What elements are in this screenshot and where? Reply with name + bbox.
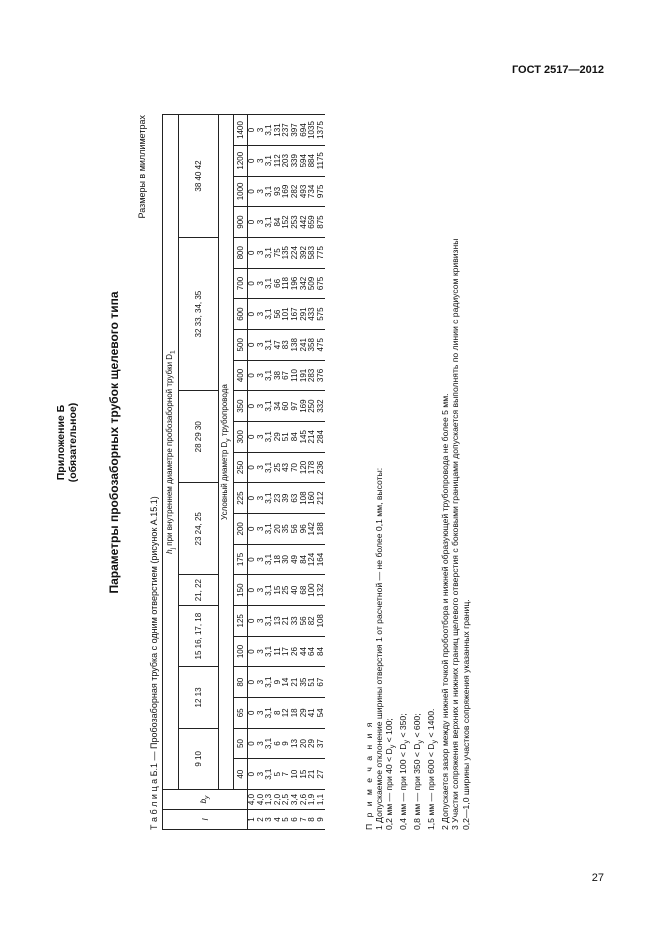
col-dn-125-values (248, 605, 326, 636)
table-cell: 0 (247, 311, 256, 317)
table-cell: 0 (247, 618, 256, 624)
table-cell: 0 (247, 373, 256, 378)
table-cell: 392 (298, 246, 308, 260)
col-dn-1400-values (248, 115, 326, 146)
table-cell: 376 (315, 368, 325, 383)
table-cell: 0 (247, 434, 256, 439)
table-cell: 39 (281, 493, 291, 503)
table-cell: 11 (272, 647, 282, 656)
table-cell: 67 (281, 370, 291, 380)
table-cell: 145 (298, 430, 308, 444)
table-cell: 0 (247, 495, 256, 501)
table-cell: 0 (247, 710, 256, 716)
table-cell: 14 (281, 677, 291, 687)
table-cell: 3,1 (264, 676, 274, 688)
note-1-tol-4: 1,5 мм — при $600 < D_у < 1400$. (426, 708, 439, 830)
table-cell: 108 (298, 491, 308, 505)
dn-250: 250 (234, 452, 248, 483)
table-cell: 2,0 (272, 793, 282, 806)
table-cell: 3 (255, 557, 265, 562)
col-dn-800-values (248, 237, 326, 268)
table-cell: 4 (272, 817, 282, 822)
table-cell: 214 (307, 430, 317, 444)
table-cell: 108 (315, 614, 325, 628)
table-cell: 40 (289, 585, 299, 595)
table-cell: 135 (281, 246, 291, 260)
table-cell: 101 (281, 307, 291, 321)
table-cell: 21 (307, 769, 317, 779)
table-cell: 0 (247, 158, 256, 163)
dn-175: 175 (234, 544, 248, 575)
table-cell: 0 (247, 127, 256, 133)
table-cell: 3 (255, 649, 265, 654)
table-cell: 1375 (315, 121, 325, 139)
table-cell: 291 (298, 307, 308, 321)
table-cell: 196 (289, 276, 299, 291)
table-cell: 68 (298, 585, 308, 595)
table-cell: 167 (289, 307, 299, 321)
table-caption: Т а б л и ц а Б.1 — Пробозаборная трубка с одним отверстием (рисунок А.15.1) (149, 496, 159, 830)
table-cell: 3,1 (264, 768, 274, 780)
table-cell: 6 (289, 817, 299, 822)
table-cell: 9 (315, 817, 325, 822)
table-cell: 509 (307, 276, 317, 291)
table-cell: 3,1 (264, 584, 274, 596)
table-cell: 475 (315, 338, 325, 352)
table-cell: 3 (255, 342, 265, 347)
table-cell: 5 (281, 817, 291, 822)
table-cell: 0 (247, 250, 256, 255)
table-cell: 241 (298, 338, 308, 352)
note-2: 2 Допускается зазор между нижней точкой пробоотбора и нижней образующей трубопровода не более 5 мм. (440, 393, 451, 830)
table-cell: 5 (272, 771, 282, 777)
table-cell: 8 (307, 817, 317, 822)
table-cell: 3 (255, 741, 265, 746)
nominal-diameters-row (234, 115, 248, 830)
table-cell: 21 (289, 677, 299, 687)
col-dn-700-values (248, 268, 326, 299)
table-cell: 100 (307, 583, 317, 597)
table-cell: 675 (315, 276, 325, 291)
table-cell: 3 (264, 817, 274, 822)
col-dn-40-values (248, 759, 326, 790)
table-cell: 6 (272, 741, 282, 746)
table-cell: 164 (315, 552, 325, 567)
table-cell: 35 (281, 524, 291, 534)
table-cell: 3,1 (264, 553, 274, 566)
table-cell: 3,1 (264, 339, 274, 351)
table-cell: 397 (289, 123, 299, 137)
table-cell: 3 (255, 771, 265, 777)
dn-80: 80 (234, 667, 248, 698)
appendix-status: (обязательное) (67, 402, 79, 483)
col-dn-900-values (248, 207, 326, 238)
table-cell: 3 (255, 710, 265, 716)
table-cell: 3 (255, 587, 265, 593)
table-cell: 7 (298, 817, 308, 822)
table-cell: 0 (247, 741, 256, 746)
table-cell: 8 (272, 710, 282, 716)
dn-150: 150 (234, 575, 248, 606)
table-cell: 0 (247, 189, 256, 194)
table-cell: 56 (272, 309, 282, 319)
dn-1200: 1200 (234, 145, 248, 176)
dn-50: 50 (234, 728, 248, 759)
table-cell: 212 (315, 491, 325, 505)
table-cell: 3,1 (264, 247, 274, 259)
table-cell: 4,0 (247, 793, 256, 806)
table-cell: 160 (307, 491, 317, 505)
table-cell: 203 (281, 154, 291, 168)
dn-225: 225 (234, 483, 248, 514)
diameter-group-5: 23 24, 25 (179, 483, 219, 575)
table-cell: 3 (255, 465, 265, 470)
table-cell: 64 (307, 647, 317, 656)
table-cell: 13 (272, 616, 282, 626)
table-cell: 3,1 (264, 461, 274, 474)
table-cell: 18 (289, 708, 299, 718)
table-cell: 3 (255, 127, 265, 133)
table-cell: 20 (272, 524, 282, 534)
col-dn-100-values (248, 636, 326, 667)
col-dn-65-values (248, 697, 326, 728)
table-cell: 734 (307, 184, 317, 199)
parameters-table (162, 114, 325, 830)
dn-400: 400 (234, 360, 248, 391)
diameter-group-7: 32 33, 34, 35 (179, 237, 219, 390)
table-cell: 0 (247, 526, 256, 532)
table-cell: 3,1 (264, 155, 274, 167)
dn-800: 800 (234, 237, 248, 268)
table-cell: 43 (281, 463, 291, 472)
table-cell: 3 (255, 495, 265, 501)
standard-designation: ГОСТ 2517—2012 (511, 64, 604, 76)
diameter-group-2: 12 13 (179, 667, 219, 728)
table-cell: 0 (247, 465, 256, 470)
col-dn-1200-values (248, 145, 326, 176)
table-cell: 84 (298, 555, 308, 564)
table-cell: 138 (289, 338, 299, 352)
table-cell: 0 (247, 679, 256, 685)
table-cell: 342 (298, 276, 308, 291)
dn-500: 500 (234, 329, 248, 360)
notes-heading: П р и м е ч а н и я (364, 720, 374, 830)
table-cell: 3,1 (264, 185, 274, 197)
diameter-group-8: 38 40 42 (179, 115, 219, 238)
diameter-group-3: 15 16, 17, 18 (179, 605, 219, 666)
col-dn-600-values (248, 299, 326, 330)
table-cell: 20 (298, 739, 308, 748)
table-cell: 49 (289, 555, 299, 564)
table-cell: 12 (281, 708, 291, 718)
col-dn-175-values (248, 544, 326, 575)
tube-diameter-groups (179, 115, 219, 830)
table-cell: 44 (298, 647, 308, 656)
dn-1400: 1400 (234, 115, 248, 146)
table-cell: 3 (255, 189, 265, 194)
table-cell: 0 (247, 281, 256, 286)
dy-header: Условный диаметр $D_у$ трубопровода (219, 115, 234, 790)
table-cell: 7 (281, 771, 291, 777)
col-dn-350-values (248, 391, 326, 422)
col-dn-200-values (248, 513, 326, 544)
table-cell: 25 (281, 585, 291, 595)
table-cell: 56 (289, 524, 299, 534)
col-dn-80-values (248, 667, 326, 698)
note-1-tol-2: 0,4 мм — при $100 < D_у < 350$; (398, 713, 412, 830)
table-cell: 84 (289, 432, 299, 442)
table-cell: 152 (281, 215, 291, 229)
note-3: 3 Участки сопряжения верхних и нижних границ щелевого отверстия с боковыми границами допускается выполнять по линии с радиусом кривизны (450, 238, 461, 830)
table-cell: 82 (307, 616, 317, 626)
table-cell: 84 (315, 647, 325, 656)
table-cell: 124 (307, 552, 317, 567)
table-cell: 575 (315, 307, 325, 321)
table-cell: 224 (289, 246, 299, 260)
table-notes (364, 115, 471, 830)
table-data (248, 115, 326, 830)
dn-700: 700 (234, 268, 248, 299)
dn-300: 300 (234, 421, 248, 452)
table-cell: 84 (272, 217, 282, 227)
page-number: 27 (591, 872, 604, 884)
table-cell: 29 (307, 739, 317, 748)
table-cell: 15 (272, 585, 282, 595)
table-cell: 1175 (315, 152, 325, 170)
table-cell: 27 (315, 769, 325, 779)
table-cell: 3,4 (289, 793, 299, 806)
table-cell: 112 (272, 154, 282, 168)
table-cell: 3 (255, 250, 265, 255)
table-cell: 0 (247, 587, 256, 593)
table-cell: 3,1 (264, 523, 274, 535)
table-cell: 339 (289, 154, 299, 168)
table-cell: 10 (289, 769, 299, 779)
table-cell: 110 (289, 369, 299, 382)
table-cell: 63 (289, 493, 299, 503)
table-cell: 1,3 (264, 793, 274, 806)
table-cell: 17 (281, 647, 291, 656)
table-cell: 3,1 (264, 216, 274, 228)
table-cell: 594 (298, 154, 308, 168)
col-dn-225-values (248, 483, 326, 514)
table-cell: 132 (315, 583, 325, 597)
table-cell: 3 (255, 679, 265, 685)
table-cell: 67 (315, 677, 325, 687)
table-cell: 3,1 (264, 124, 274, 136)
table-cell: 1035 (307, 121, 317, 139)
table-cell: 332 (315, 399, 325, 413)
col-dn-50-values (248, 728, 326, 759)
table-cell: 3,1 (264, 308, 274, 320)
col-dn-400-values (248, 360, 326, 391)
table-cell: 659 (307, 215, 317, 229)
appendix-heading (55, 25, 79, 860)
table-cell: 70 (289, 463, 299, 472)
table-cell: 3,1 (264, 431, 274, 443)
table-cell: 3,1 (264, 369, 274, 381)
table-cell: 0 (247, 403, 256, 409)
table-cell: 169 (281, 184, 291, 199)
table-cell: 2 (255, 817, 265, 822)
table-cell: 30 (281, 555, 291, 564)
rotated-page-content (43, 25, 583, 860)
col-dn-300-values (248, 421, 326, 452)
table-cell: 3,1 (264, 277, 274, 289)
table-cell: 66 (272, 278, 282, 288)
note-1: 1 Допускаемое отклонение ширины отверстия 1 от расчетной — не более 0,1 мм, высоты: (374, 467, 385, 830)
table-cell: 975 (315, 184, 325, 199)
table-cell: 9 (272, 679, 282, 685)
dn-65: 65 (234, 697, 248, 728)
dn-125: 125 (234, 605, 248, 636)
table-cell: 3,1 (264, 492, 274, 504)
table-cell: 282 (289, 184, 299, 199)
table-cell: 4,0 (255, 793, 265, 806)
table-cell: 694 (298, 123, 308, 137)
table-cell: 142 (307, 522, 317, 536)
note-3-cont: 0,2—1,0 ширины участков сопряжения указанных границ. (460, 599, 471, 830)
table-cell: 169 (298, 399, 308, 413)
table-cell: 118 (281, 277, 291, 290)
table-cell: 3,1 (264, 615, 274, 627)
table-cell: 26 (289, 647, 299, 656)
diameter-group-6: 28 29 30 (179, 391, 219, 483)
table-cell: 3,1 (264, 707, 274, 719)
col-dn-250-values (248, 452, 326, 483)
table-cell: 442 (298, 215, 308, 229)
table-cell: 237 (281, 123, 291, 137)
table-cell: 75 (272, 248, 282, 258)
table-cell: 23 (272, 493, 282, 503)
table-cell: 3 (255, 618, 265, 624)
dn-100: 100 (234, 636, 248, 667)
table-cell: 1,1 (315, 793, 325, 806)
table-cell: 493 (298, 184, 308, 199)
table-cell: 3 (255, 219, 265, 225)
table-cell: 15 (298, 769, 308, 779)
table-cell: 178 (307, 460, 317, 475)
table-cell: 433 (307, 307, 317, 321)
table-cell: 54 (315, 708, 325, 718)
table-cell: 47 (272, 340, 282, 350)
table-cell: 284 (315, 430, 325, 444)
table-cell: 60 (281, 401, 291, 411)
table-cell: 41 (307, 708, 317, 718)
col-header-b: $b_у$ (163, 790, 248, 810)
diameter-group-1: 9 10 (179, 728, 219, 789)
table-cell: 131 (272, 123, 282, 137)
table-cell: 120 (298, 460, 308, 475)
table-cell: 9 (281, 741, 291, 746)
table-cell: 51 (281, 432, 291, 442)
diameter-group-4: 21, 22 (179, 575, 219, 606)
table-cell: 0 (247, 219, 256, 225)
table-cell: 3 (255, 526, 265, 532)
table-cell: 188 (315, 522, 325, 536)
table-cell: 775 (315, 246, 325, 260)
table-cell: 875 (315, 215, 325, 229)
table-cell: 34 (272, 401, 282, 411)
table-cell: 33 (289, 616, 299, 626)
dn-900: 900 (234, 207, 248, 238)
dn-1000: 1000 (234, 176, 248, 207)
col-dn-1000-values (248, 176, 326, 207)
table-cell: 250 (307, 399, 317, 413)
table-cell: 583 (307, 246, 317, 260)
table-cell: 37 (315, 739, 325, 748)
table-cell: 21 (281, 616, 291, 626)
units-note: Размеры в миллиметрах (137, 115, 147, 219)
table-cell: 56 (298, 616, 308, 626)
table-cell: 358 (307, 338, 317, 352)
table-cell: 3 (255, 158, 265, 163)
table-cell: 3 (255, 373, 265, 378)
table-cell: 3 (255, 403, 265, 409)
table-cell: 3,1 (264, 400, 274, 412)
table-cell: 25 (272, 463, 282, 472)
table-cell: 3,1 (264, 645, 274, 658)
h-header: $h_j$ при внутреннем диаметре пробозаборной трубки $D_1$ (163, 115, 179, 790)
col-dn-500-values (248, 329, 326, 360)
note-1-tol-3: 0,8 мм — при $350 < D_у < 600$; (412, 713, 425, 830)
table-cell: 0 (247, 771, 256, 777)
table-cell: 3 (255, 311, 265, 317)
table-cell: 93 (272, 186, 282, 196)
table-cell: 0 (247, 342, 256, 347)
col-b-values (248, 790, 326, 810)
table-cell: 51 (307, 677, 317, 687)
table-cell: 253 (289, 215, 299, 229)
table-cell: 1,9 (307, 793, 317, 806)
table-cell: 1 (247, 817, 256, 822)
table-cell: 236 (315, 460, 325, 475)
col-l-values (248, 810, 326, 830)
table-cell: 3 (255, 281, 265, 286)
table-cell: 283 (307, 368, 317, 383)
dn-200: 200 (234, 513, 248, 544)
table-cell: 2,6 (298, 793, 308, 806)
table-cell: 96 (298, 524, 308, 534)
table-cell: 29 (298, 708, 308, 718)
table-cell: 83 (281, 340, 291, 350)
dn-600: 600 (234, 299, 248, 330)
table-cell: 3 (255, 434, 265, 439)
table-cell: 0 (247, 649, 256, 654)
table-cell: 3,1 (264, 737, 274, 750)
dn-350: 350 (234, 391, 248, 422)
table-cell: 0 (247, 557, 256, 562)
table-cell: 2,5 (281, 793, 291, 806)
table-cell: 191 (298, 368, 308, 383)
note-1-tol-1: 0,2 мм — при $40 < D_у < 100$; (384, 718, 398, 830)
page-title: Параметры пробозаборных трубок щелевого типа (107, 291, 121, 594)
table-cell: 18 (272, 555, 282, 564)
table-cell: 884 (307, 154, 317, 168)
table-cell: 97 (289, 401, 299, 411)
table-cell: 38 (272, 370, 282, 380)
col-header-l: l (163, 810, 248, 830)
dn-40: 40 (234, 759, 248, 790)
col-dn-150-values (248, 575, 326, 606)
table-cell: 29 (272, 432, 282, 442)
table-cell: 13 (289, 739, 299, 748)
table-cell: 35 (298, 677, 308, 687)
appendix-title: Приложение Б (55, 404, 67, 481)
